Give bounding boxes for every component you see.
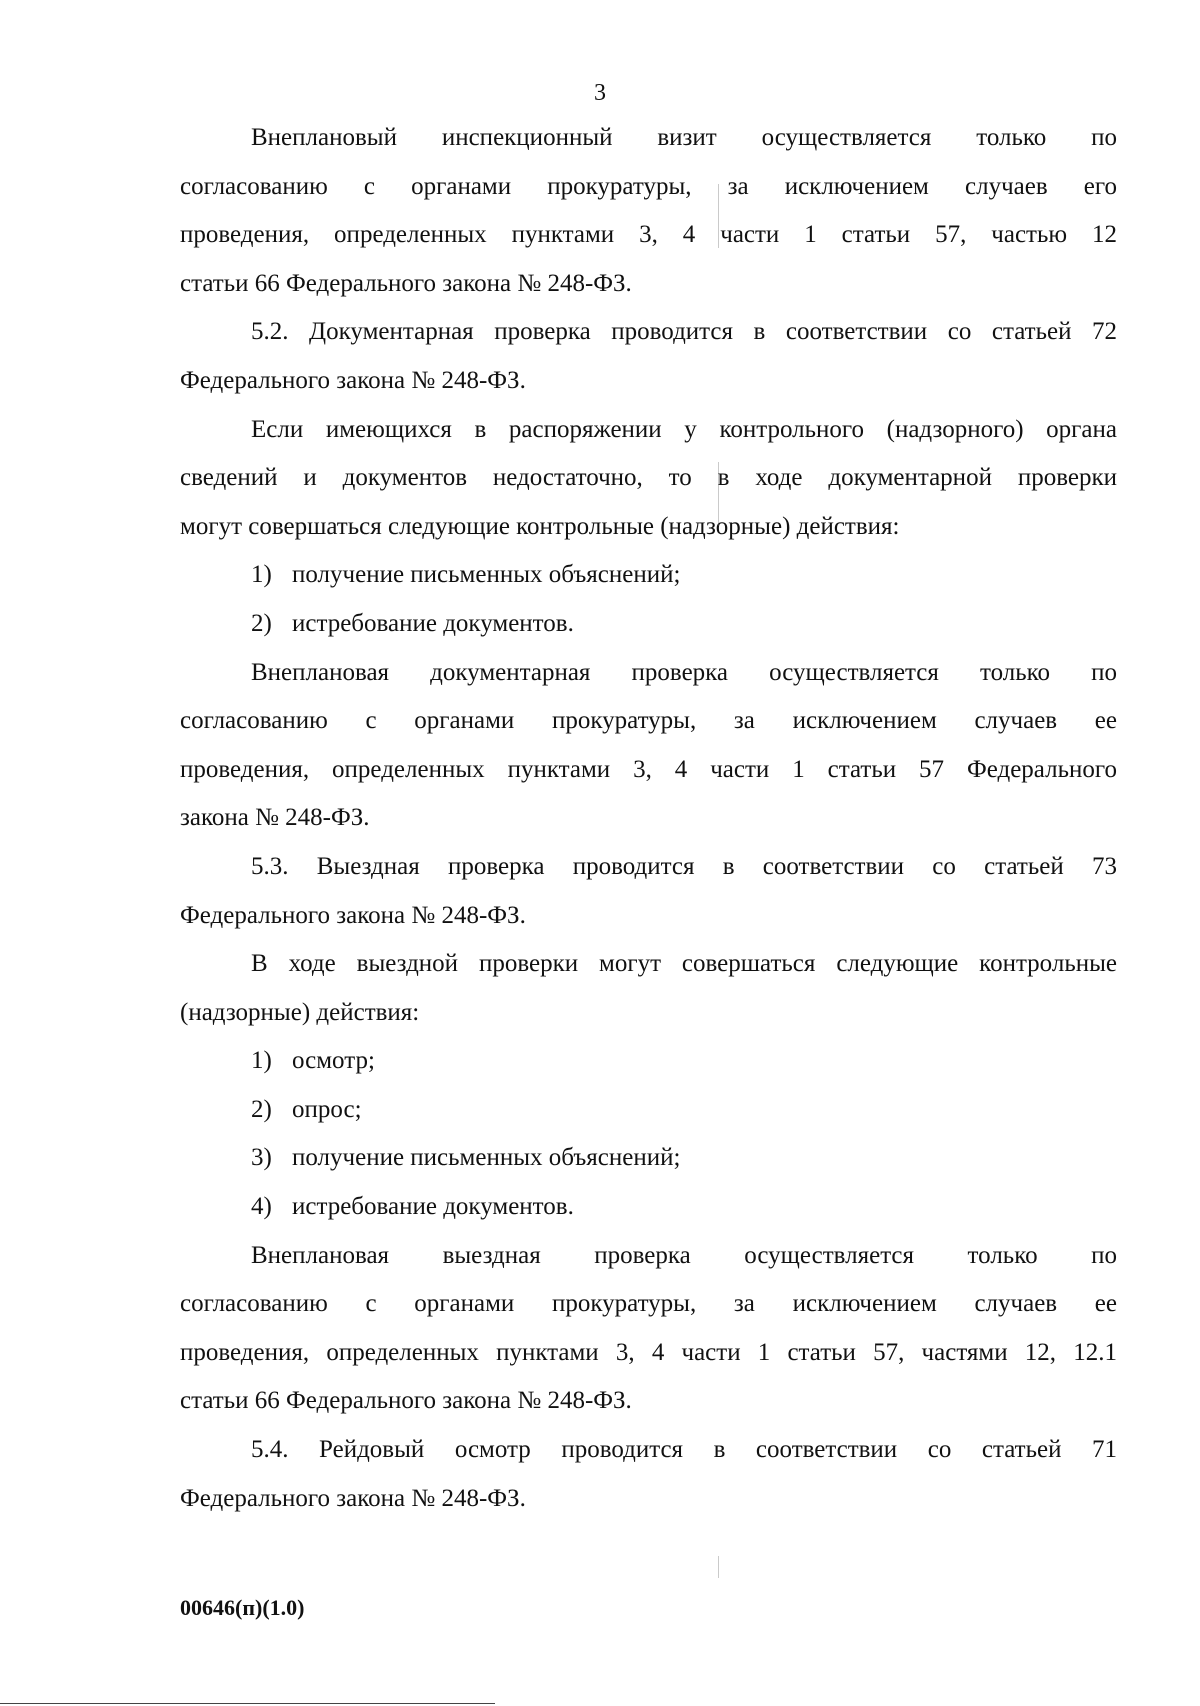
paragraph-field-actions-intro <box>180 940 1117 1037</box>
list-item-number: 2) <box>251 1095 272 1123</box>
page-number: 3 <box>594 80 606 106</box>
text-line: Внеплановая выездная проверка осуществляется только по <box>251 1241 1117 1269</box>
text-line: Федерального закона № 248-ФЗ. <box>180 366 526 394</box>
document-body <box>180 114 1117 1523</box>
text-line: Федерального закона № 248-ФЗ. <box>180 1484 526 1512</box>
list-item-text: истребование документов. <box>292 1193 574 1221</box>
text-line: 5.2. Документарная проверка проводится в соответствии со статьей 72 <box>251 318 1117 346</box>
text-line: 5.3. Выездная проверка проводится в соответствии со статьей 73 <box>251 852 1117 880</box>
text-line: Если имеющихся в распоряжении у контрольного (надзорного) органа <box>251 415 1117 443</box>
paragraph-raid-inspection <box>180 1426 1117 1523</box>
text-line: закона № 248-ФЗ. <box>180 804 370 832</box>
paragraph-documentary-check <box>180 308 1117 405</box>
scan-artifact <box>718 1556 719 1578</box>
footer-rule <box>0 1703 495 1704</box>
text-line: В ходе выездной проверки могут совершаться следующие контрольные <box>251 950 1117 978</box>
list-item-text: получение письменных объяснений; <box>292 561 681 589</box>
list-item-number: 1) <box>251 1047 272 1075</box>
text-line: проведения, определенных пунктами 3, 4 части 1 статьи 57, частями 12, 12.1 <box>180 1338 1117 1366</box>
text-line: статьи 66 Федерального закона № 248-ФЗ. <box>180 1387 632 1415</box>
list-item <box>180 600 1117 649</box>
list-item <box>180 1086 1117 1135</box>
text-line: (надзорные) действия: <box>180 998 420 1026</box>
list-item <box>180 1134 1117 1183</box>
list-item-number: 3) <box>251 1144 272 1172</box>
list-item-text: осмотр; <box>292 1047 375 1075</box>
scan-artifact <box>718 184 719 248</box>
text-line: Внеплановая документарная проверка осуществляется только по <box>251 658 1117 686</box>
text-line: сведений и документов недостаточно, то в ходе документарной проверки <box>180 464 1117 492</box>
list-item-number: 4) <box>251 1193 272 1221</box>
text-line: согласованию с органами прокуратуры, за исключением случаев ее <box>180 1290 1117 1318</box>
scan-artifact <box>718 462 719 526</box>
text-line: согласованию с органами прокуратуры, за исключением случаев ее <box>180 707 1117 735</box>
list-item <box>180 1037 1117 1086</box>
list-item-text: истребование документов. <box>292 609 574 637</box>
text-line: проведения, определенных пунктами 3, 4 части 1 статьи 57 Федерального <box>180 755 1117 783</box>
paragraph-unplanned-inspection-visit <box>180 114 1117 308</box>
list-item-text: получение письменных объяснений; <box>292 1144 681 1172</box>
paragraph-documentary-actions-intro <box>180 406 1117 552</box>
text-line: проведения, определенных пунктами 3, 4 части 1 статьи 57, частью 12 <box>180 221 1117 249</box>
paragraph-field-check <box>180 843 1117 940</box>
text-line: статьи 66 Федерального закона № 248-ФЗ. <box>180 269 632 297</box>
document-code: 00646(п)(1.0) <box>180 1595 305 1620</box>
list-item-number: 2) <box>251 609 272 637</box>
text-line: 5.4. Рейдовый осмотр проводится в соответствии со статьей 71 <box>251 1436 1117 1464</box>
list-item-number: 1) <box>251 561 272 589</box>
list-item-text: опрос; <box>292 1095 362 1123</box>
list-item <box>180 551 1117 600</box>
text-line: Федерального закона № 248-ФЗ. <box>180 901 526 929</box>
paragraph-unplanned-field-check <box>180 1232 1117 1426</box>
paragraph-unplanned-documentary-check <box>180 649 1117 843</box>
list-item <box>180 1183 1117 1232</box>
text-line: Внеплановый инспекционный визит осуществляется только по <box>251 124 1117 151</box>
text-line: согласованию с органами прокуратуры, за исключением случаев его <box>180 172 1117 200</box>
text-line: могут совершаться следующие контрольные (надзорные) действия: <box>180 512 900 540</box>
